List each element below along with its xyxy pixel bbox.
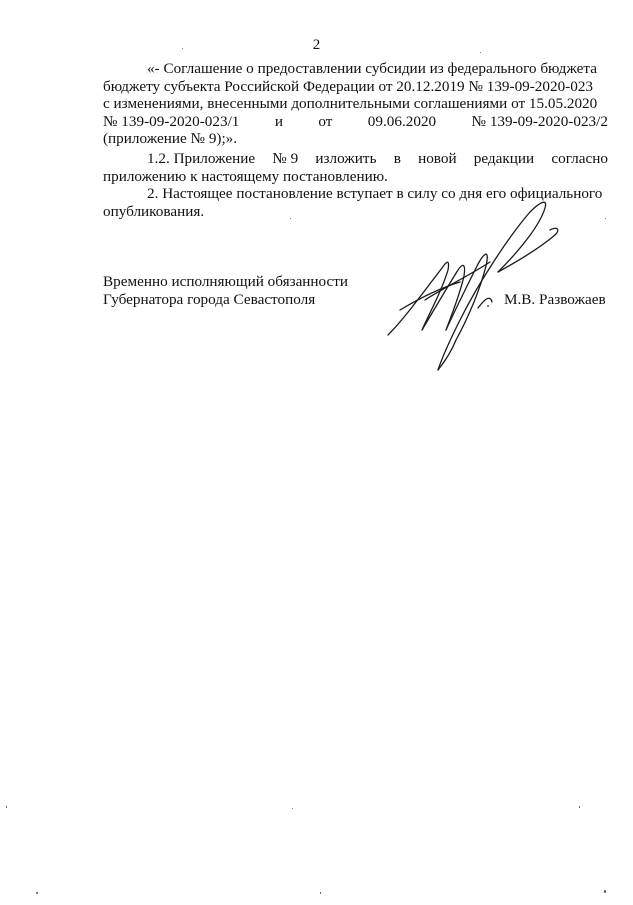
paragraph-line: «- Соглашение о предоставлении субсидии из федерального бюджета: [147, 60, 597, 77]
paragraph-line: бюджету субъекта Российской Федерации от 20.12.2019 № 139-09-2020-023: [103, 77, 594, 95]
paragraph-line: с изменениями, внесенными дополнительными соглашениями от 15.05.2020: [103, 95, 598, 113]
scan-speck: [480, 52, 481, 53]
paragraph-line-justified: [103, 113, 608, 131]
scan-speck: [6, 806, 7, 808]
signatory-name: М.В. Развожаев: [504, 291, 606, 308]
paragraph-line: 2. Настоящее постановление вступает в силу со дня его официального: [147, 185, 603, 202]
position-line: Губернатора города Севастополя: [103, 291, 316, 308]
conjunction-and: и: [274, 112, 283, 130]
page-number: 2: [312, 37, 321, 53]
scan-speck: [36, 892, 38, 894]
scan-speck: [320, 892, 321, 894]
position-line: Временно исполняющий обязанности: [103, 273, 349, 290]
appendix-number: № 9: [272, 150, 299, 167]
word: новой: [418, 150, 457, 167]
paragraph-line-justified: [103, 150, 608, 168]
preposition-from: от: [318, 112, 333, 130]
scan-speck: [579, 806, 580, 808]
paragraph-line: (приложение № 9);».: [103, 130, 238, 148]
paragraph-agreement: [103, 60, 608, 148]
scan-speck: [487, 305, 489, 307]
paragraph-appendix: [103, 150, 608, 185]
scan-speck: [605, 218, 606, 219]
word: редакции: [473, 150, 535, 167]
word: в: [393, 150, 401, 167]
signatory-position: [103, 273, 348, 309]
clause-label: 1.2. Приложение: [147, 150, 256, 167]
paragraph-line: опубликования.: [103, 202, 205, 220]
agreement-number-1: № 139-09-2020-023/1: [103, 112, 240, 130]
scan-speck: [604, 890, 606, 893]
paragraph-line: приложению к настоящему постановлению.: [103, 167, 388, 185]
scan-speck: [290, 218, 291, 219]
agreement-date-2: 09.06.2020: [367, 112, 437, 130]
word: изложить: [315, 150, 377, 167]
paragraph-effective: [103, 185, 608, 220]
scan-speck: [292, 808, 293, 809]
agreement-number-2: № 139-09-2020-023/2: [471, 112, 608, 130]
word: согласно: [551, 150, 608, 167]
scan-speck: [182, 48, 183, 49]
